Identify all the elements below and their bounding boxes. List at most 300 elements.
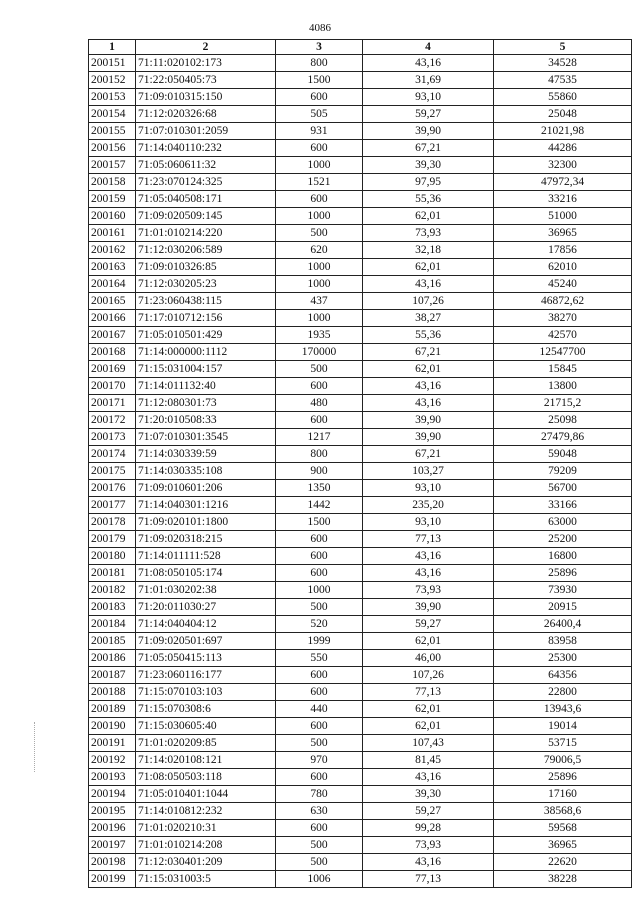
table-cell: 55860 [494,89,632,106]
table-row [89,174,632,191]
table-cell: 1006 [276,871,363,888]
table-cell: 200165 [89,293,136,310]
table-cell: 200184 [89,616,136,633]
table-cell: 71:09:010315:150 [136,89,276,106]
table-cell: 97,95 [363,174,494,191]
table-cell: 67,21 [363,140,494,157]
table-cell: 200199 [89,871,136,888]
table-row [89,293,632,310]
table-row [89,208,632,225]
table-cell: 200156 [89,140,136,157]
table-cell: 71:09:020318:215 [136,531,276,548]
table-cell: 67,21 [363,446,494,463]
table-cell: 59048 [494,446,632,463]
table-cell: 500 [276,599,363,616]
table-row [89,786,632,803]
table-cell: 200161 [89,225,136,242]
table-cell: 620 [276,242,363,259]
table-cell: 200181 [89,565,136,582]
table-cell: 600 [276,89,363,106]
table-cell: 437 [276,293,363,310]
table-cell: 71:05:060611:32 [136,157,276,174]
table-cell: 39,90 [363,429,494,446]
table-row [89,667,632,684]
table-cell: 200190 [89,718,136,735]
table-cell: 600 [276,140,363,157]
table-row [89,480,632,497]
table-cell: 43,16 [363,854,494,871]
table-row [89,820,632,837]
table-cell: 200154 [89,106,136,123]
table-row [89,89,632,106]
table-cell: 99,28 [363,820,494,837]
table-cell: 970 [276,752,363,769]
table-row [89,276,632,293]
table-cell: 55,36 [363,327,494,344]
table-cell: 43,16 [363,548,494,565]
table-cell: 200164 [89,276,136,293]
table-cell: 25896 [494,565,632,582]
table-cell: 600 [276,769,363,786]
table-row [89,565,632,582]
table-cell: 62,01 [363,259,494,276]
table-cell: 71:14:010812:232 [136,803,276,820]
table-row [89,871,632,888]
table-cell: 1000 [276,157,363,174]
column-header: 1 [89,40,136,55]
table-cell: 62010 [494,259,632,276]
table-row [89,854,632,871]
table-cell: 200166 [89,310,136,327]
table-cell: 62,01 [363,718,494,735]
table-cell: 71:15:070103:103 [136,684,276,701]
table-cell: 600 [276,548,363,565]
table-cell: 53715 [494,735,632,752]
table-cell: 1000 [276,310,363,327]
table-cell: 71:12:030205:23 [136,276,276,293]
table-row [89,310,632,327]
table-row [89,769,632,786]
table-cell: 71:05:040508:171 [136,191,276,208]
table-cell: 45240 [494,276,632,293]
table-cell: 59,27 [363,616,494,633]
table-cell: 500 [276,361,363,378]
table-cell: 71:23:060116:177 [136,667,276,684]
table-row [89,650,632,667]
table-cell: 200193 [89,769,136,786]
table-cell: 200159 [89,191,136,208]
table-row [89,412,632,429]
table-row [89,633,632,650]
table-cell: 71:14:020108:121 [136,752,276,769]
table-cell: 83958 [494,633,632,650]
table-cell: 33166 [494,497,632,514]
table-cell: 200172 [89,412,136,429]
table-cell: 39,30 [363,786,494,803]
table-row [89,361,632,378]
table-cell: 200191 [89,735,136,752]
table-cell: 32,18 [363,242,494,259]
table-cell: 1500 [276,514,363,531]
table-cell: 71:14:011111:528 [136,548,276,565]
table-cell: 20915 [494,599,632,616]
table-cell: 32300 [494,157,632,174]
table-cell: 62,01 [363,208,494,225]
table-cell: 1500 [276,72,363,89]
table-cell: 38,27 [363,310,494,327]
table-cell: 71:09:020501:697 [136,633,276,650]
table-cell: 71:12:030401:209 [136,854,276,871]
table-cell: 71:15:070308:6 [136,701,276,718]
table-row [89,548,632,565]
table-cell: 71:09:010326:85 [136,259,276,276]
table-cell: 71:23:060438:115 [136,293,276,310]
table-cell: 43,16 [363,395,494,412]
table-cell: 25300 [494,650,632,667]
table-cell: 71:01:010214:208 [136,837,276,854]
table-cell: 600 [276,684,363,701]
table-cell: 71:15:031004:157 [136,361,276,378]
table-cell: 25098 [494,412,632,429]
table-cell: 36965 [494,225,632,242]
table-cell: 71:09:010601:206 [136,480,276,497]
table-cell: 36965 [494,837,632,854]
table-cell: 13943,6 [494,701,632,718]
table-cell: 200152 [89,72,136,89]
table-cell: 600 [276,412,363,429]
table-cell: 71:14:000000:1112 [136,344,276,361]
table-row [89,514,632,531]
table-cell: 931 [276,123,363,140]
table-row [89,701,632,718]
table-cell: 200182 [89,582,136,599]
table-cell: 71:20:011030:27 [136,599,276,616]
table-cell: 71:01:010214:220 [136,225,276,242]
table-cell: 200180 [89,548,136,565]
table-cell: 22800 [494,684,632,701]
table-cell: 200173 [89,429,136,446]
table-row [89,225,632,242]
table-cell: 600 [276,378,363,395]
table-cell: 107,26 [363,293,494,310]
table-cell: 500 [276,837,363,854]
table-cell: 520 [276,616,363,633]
table-cell: 63000 [494,514,632,531]
table-cell: 71:09:020509:145 [136,208,276,225]
table-row [89,55,632,72]
table-cell: 500 [276,735,363,752]
table-cell: 200162 [89,242,136,259]
table-cell: 71:08:050105:174 [136,565,276,582]
table-cell: 71:01:030202:38 [136,582,276,599]
table-cell: 71:05:010501:429 [136,327,276,344]
table-cell: 235,20 [363,497,494,514]
table-cell: 73,93 [363,225,494,242]
table-cell: 62,01 [363,361,494,378]
table-cell: 200174 [89,446,136,463]
table-cell: 47535 [494,72,632,89]
table-cell: 59,27 [363,803,494,820]
data-table [88,39,632,888]
table-cell: 200185 [89,633,136,650]
table-cell: 200177 [89,497,136,514]
table-cell: 31,69 [363,72,494,89]
table-row [89,123,632,140]
table-cell: 500 [276,854,363,871]
table-cell: 170000 [276,344,363,361]
table-cell: 33216 [494,191,632,208]
table-row [89,429,632,446]
table-cell: 71:01:020209:85 [136,735,276,752]
table-cell: 47972,34 [494,174,632,191]
table-cell: 1999 [276,633,363,650]
table-cell: 51000 [494,208,632,225]
table-cell: 200187 [89,667,136,684]
table-cell: 26400,4 [494,616,632,633]
table-cell: 27479,86 [494,429,632,446]
table-cell: 71:05:010401:1044 [136,786,276,803]
table-row [89,344,632,361]
table-cell: 71:20:010508:33 [136,412,276,429]
table-cell: 44286 [494,140,632,157]
table-cell: 200186 [89,650,136,667]
table-cell: 200192 [89,752,136,769]
table-cell: 39,90 [363,599,494,616]
table-cell: 200168 [89,344,136,361]
table-row [89,72,632,89]
table-row [89,191,632,208]
table-row [89,718,632,735]
table-cell: 440 [276,701,363,718]
table-row [89,616,632,633]
table-cell: 15845 [494,361,632,378]
table-cell: 200197 [89,837,136,854]
table-cell: 1000 [276,582,363,599]
table-cell: 200189 [89,701,136,718]
table-cell: 73,93 [363,582,494,599]
table-row [89,327,632,344]
table-row [89,735,632,752]
table-cell: 77,13 [363,871,494,888]
table-cell: 39,30 [363,157,494,174]
table-cell: 77,13 [363,684,494,701]
table-cell: 200178 [89,514,136,531]
page-number: 4086 [309,22,331,34]
table-cell: 39,90 [363,412,494,429]
table-cell: 16800 [494,548,632,565]
margin-mark [34,722,36,772]
table-row [89,497,632,514]
table-cell: 1217 [276,429,363,446]
table-cell: 200163 [89,259,136,276]
table-cell: 13800 [494,378,632,395]
table-cell: 55,36 [363,191,494,208]
table-cell: 200175 [89,463,136,480]
table-cell: 71:15:030605:40 [136,718,276,735]
table-cell: 107,26 [363,667,494,684]
table-cell: 43,16 [363,565,494,582]
table-cell: 71:09:020101:1800 [136,514,276,531]
table-cell: 200179 [89,531,136,548]
table-cell: 900 [276,463,363,480]
table-cell: 71:01:020210:31 [136,820,276,837]
table-cell: 500 [276,225,363,242]
table-cell: 71:22:050405:73 [136,72,276,89]
table-cell: 780 [276,786,363,803]
column-header: 5 [494,40,632,55]
table-cell: 107,43 [363,735,494,752]
table-cell: 71:14:040301:1216 [136,497,276,514]
table-cell: 59,27 [363,106,494,123]
table-cell: 71:23:070124:325 [136,174,276,191]
table-cell: 73,93 [363,837,494,854]
table-cell: 800 [276,446,363,463]
table-cell: 71:12:080301:73 [136,395,276,412]
table-cell: 62,01 [363,633,494,650]
table-row [89,599,632,616]
table-row [89,446,632,463]
table-cell: 46872,62 [494,293,632,310]
table-cell: 56700 [494,480,632,497]
table-cell: 200158 [89,174,136,191]
table-cell: 43,16 [363,55,494,72]
table-cell: 600 [276,820,363,837]
table-cell: 600 [276,191,363,208]
table-cell: 71:15:031003:5 [136,871,276,888]
table-header-row [89,40,632,55]
table-cell: 200176 [89,480,136,497]
table-row [89,378,632,395]
table-cell: 19014 [494,718,632,735]
table-cell: 43,16 [363,276,494,293]
table-cell: 39,90 [363,123,494,140]
table-cell: 21715,2 [494,395,632,412]
table-cell: 71:14:030339:59 [136,446,276,463]
table-row [89,395,632,412]
table-cell: 600 [276,718,363,735]
table-cell: 25896 [494,769,632,786]
table-cell: 200151 [89,55,136,72]
table-cell: 38568,6 [494,803,632,820]
table-row [89,463,632,480]
table-cell: 600 [276,667,363,684]
table-cell: 1000 [276,208,363,225]
table-cell: 71:14:040404:12 [136,616,276,633]
table-cell: 93,10 [363,480,494,497]
table-cell: 71:14:030335:108 [136,463,276,480]
table-cell: 43,16 [363,378,494,395]
table-row [89,259,632,276]
table-cell: 81,45 [363,752,494,769]
table-cell: 1442 [276,497,363,514]
table-row [89,803,632,820]
table-cell: 1350 [276,480,363,497]
table-cell: 200188 [89,684,136,701]
table-cell: 200194 [89,786,136,803]
table-cell: 71:07:010301:2059 [136,123,276,140]
table-cell: 200167 [89,327,136,344]
table-cell: 200160 [89,208,136,225]
column-header: 4 [363,40,494,55]
table-cell: 71:14:040110:232 [136,140,276,157]
table-cell: 200155 [89,123,136,140]
table-cell: 25200 [494,531,632,548]
table-cell: 93,10 [363,89,494,106]
table-row [89,531,632,548]
table-cell: 71:05:050415:113 [136,650,276,667]
table-cell: 38270 [494,310,632,327]
table-cell: 93,10 [363,514,494,531]
table-row [89,582,632,599]
column-header: 2 [136,40,276,55]
table-cell: 630 [276,803,363,820]
table-cell: 1935 [276,327,363,344]
table-cell: 79209 [494,463,632,480]
table-cell: 200195 [89,803,136,820]
table-row [89,837,632,854]
table-cell: 200169 [89,361,136,378]
table-cell: 71:08:050503:118 [136,769,276,786]
table-cell: 46,00 [363,650,494,667]
table-cell: 480 [276,395,363,412]
table-cell: 73930 [494,582,632,599]
table-cell: 600 [276,565,363,582]
table-cell: 200198 [89,854,136,871]
table-cell: 1000 [276,276,363,293]
table-cell: 22620 [494,854,632,871]
table-cell: 21021,98 [494,123,632,140]
table-cell: 71:07:010301:3545 [136,429,276,446]
table-row [89,684,632,701]
table-cell: 25048 [494,106,632,123]
table-cell: 71:12:020326:68 [136,106,276,123]
table-body [89,55,632,888]
table-cell: 62,01 [363,701,494,718]
table-cell: 103,27 [363,463,494,480]
table-cell: 77,13 [363,531,494,548]
table-cell: 38228 [494,871,632,888]
table-cell: 71:11:020102:173 [136,55,276,72]
table-cell: 12547700 [494,344,632,361]
table-row [89,752,632,769]
table-cell: 1000 [276,259,363,276]
table-cell: 550 [276,650,363,667]
table-cell: 79006,5 [494,752,632,769]
table-cell: 17856 [494,242,632,259]
table-cell: 200170 [89,378,136,395]
table-cell: 1521 [276,174,363,191]
table-cell: 600 [276,531,363,548]
table-row [89,106,632,123]
table-row [89,157,632,174]
table-cell: 200171 [89,395,136,412]
table-cell: 67,21 [363,344,494,361]
table-cell: 17160 [494,786,632,803]
table-cell: 200153 [89,89,136,106]
table-cell: 71:14:011132:40 [136,378,276,395]
table-row [89,140,632,157]
table-cell: 59568 [494,820,632,837]
table-cell: 64356 [494,667,632,684]
table-cell: 505 [276,106,363,123]
table-row [89,242,632,259]
table-cell: 200157 [89,157,136,174]
table-cell: 800 [276,55,363,72]
table-cell: 42570 [494,327,632,344]
column-header: 3 [276,40,363,55]
table-cell: 34528 [494,55,632,72]
table-cell: 200196 [89,820,136,837]
